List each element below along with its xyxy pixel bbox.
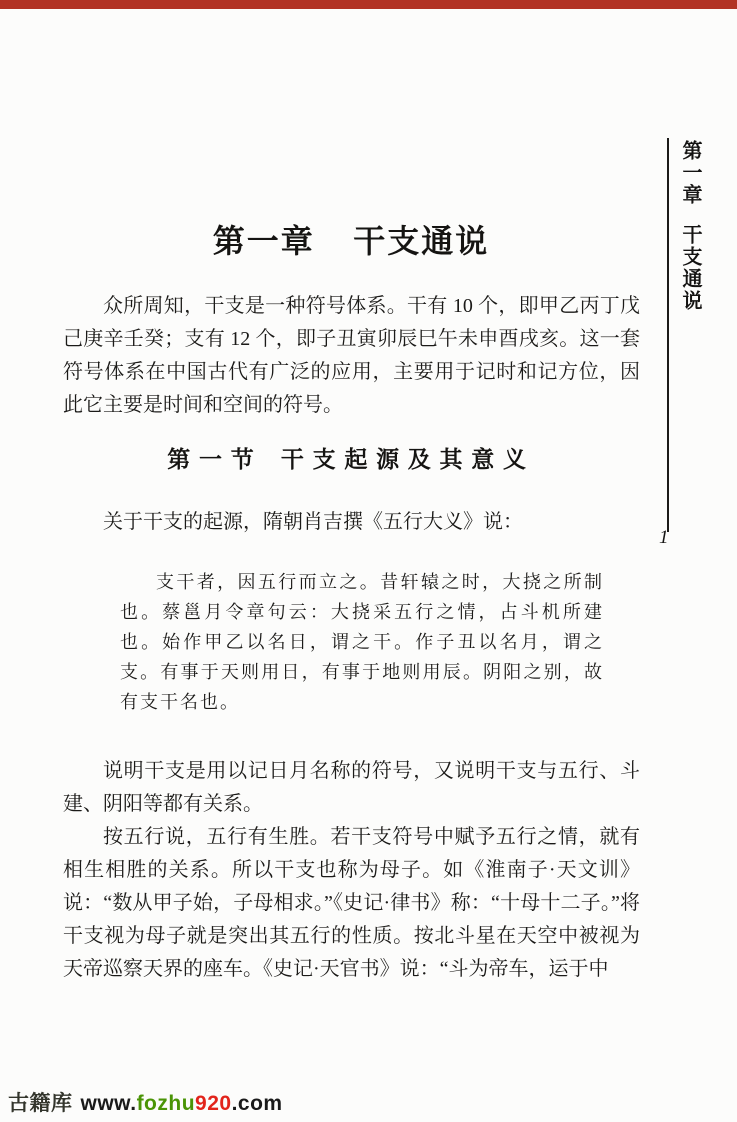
paragraph-explanation: 说明干支是用以记日月名称的符号，又说明干支与五行、斗建、阴阳等都有关系。: [63, 760, 640, 815]
lead-in-sentence: 关于干支的起源，隋朝肖吉撰《五行大义》说：: [103, 511, 523, 533]
sidebar-divider-line: [667, 138, 669, 532]
paragraph-intro: 众所周知，干支是一种符号体系。干有 10 个，即甲乙丙丁戊己庚辛壬癸；支有 12 个，即子丑寅卯辰巳午未申酉戌亥。这一套符号体系在中国古代有广泛的应用，主要用于记时和记方位，因此它主要是时间和空间的符号。: [63, 295, 640, 416]
page-number: 1: [659, 527, 669, 548]
watermark-library-name: 古籍库: [8, 1092, 73, 1115]
watermark-url-number: 920: [195, 1092, 232, 1115]
chapter-title: [62, 216, 640, 262]
sidebar-chapter-name: 干支通说: [679, 224, 701, 312]
classical-quote-block: 支干者，因五行而立之。昔轩辕之时，大挠之所制也。蔡邕月令章句云：大挠采五行之情，占斗机所建也。始作甲乙以名日，谓之干。作子丑以名月，谓之支。有事于天则用日，有事于地则用辰。阴阳之别，故有支干名也。: [120, 572, 604, 712]
section-title: [62, 441, 640, 474]
watermark-url-site: fozhu: [136, 1092, 196, 1115]
watermark-url-www: www.: [80, 1092, 137, 1115]
paragraph-five-elements: 按五行说，五行有生胜。若干支符号中赋予五行之情，就有相生相胜的关系。所以干支也称为母子。如《淮南子·天文训》说：“数从甲子始，子母相求。”《史记·律书》称：“十母十二子。”将干支视为母子就是突出其五行的性质。按北斗星在天空中被视为天帝巡察天界的座车。《史记·天官书》说：“斗为帝车，运于中: [63, 826, 640, 980]
top-red-bar: [0, 0, 737, 9]
watermark: [8, 1087, 283, 1117]
sidebar-chapter-label: [676, 140, 705, 560]
watermark-url-tld: .com: [231, 1092, 283, 1115]
chapter-number: 第一章: [212, 223, 315, 259]
section-name: 干支起源及其意义: [280, 447, 535, 472]
chapter-name: 干支通说: [353, 223, 490, 259]
sidebar-chapter-number: 第一章: [679, 140, 701, 206]
section-number: 第一节: [167, 447, 263, 472]
